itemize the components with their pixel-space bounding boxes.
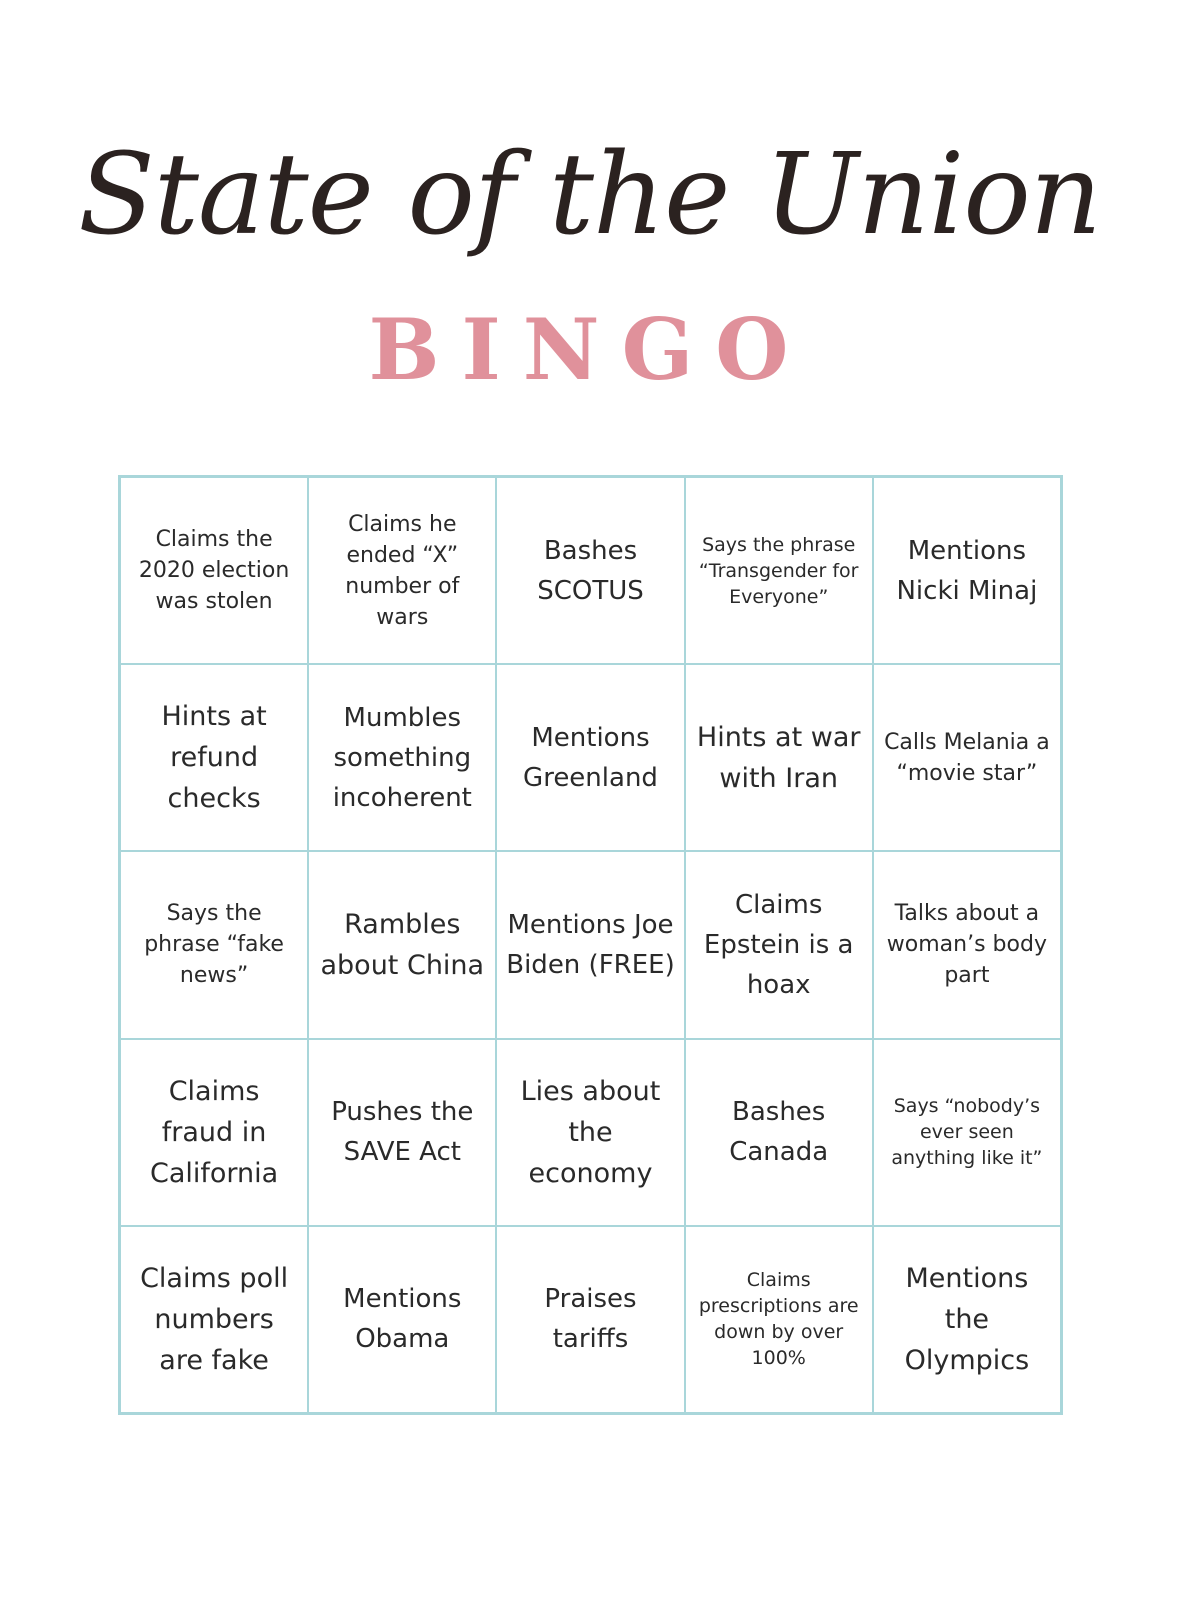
bingo-cell-r5c2: Mentions Obama [308, 1226, 496, 1413]
bingo-cell-r4c3: Lies about the economy [496, 1039, 684, 1226]
bingo-cell-r4c4: Bashes Canada [685, 1039, 873, 1226]
bingo-cell-r3c2: Rambles about China [308, 851, 496, 1038]
bingo-cell-r1c5: Mentions Nicki Minaj [873, 477, 1061, 664]
bingo-cell-r4c1: Claims fraud in California [120, 1039, 308, 1226]
bingo-cell-r5c4: Claims prescriptions are down by over 100% [685, 1226, 873, 1413]
bingo-cell-r5c1: Claims poll numbers are fake [120, 1226, 308, 1413]
bingo-cell-r5c5: Mentions the Olympics [873, 1226, 1061, 1413]
bingo-cell-r1c2: Claims he ended “X” number of wars [308, 477, 496, 664]
bingo-cell-r5c3: Praises tariffs [496, 1226, 684, 1413]
title-script: State of the Union [78, 130, 1101, 260]
bingo-cell-r1c3: Bashes SCOTUS [496, 477, 684, 664]
bingo-cell-r1c1: Claims the 2020 election was stolen [120, 477, 308, 664]
bingo-cell-r2c4: Hints at war with Iran [685, 664, 873, 851]
bingo-cell-r4c5: Says “nobody’s ever seen anything like it” [873, 1039, 1061, 1226]
bingo-cell-r2c2: Mumbles something incoherent [308, 664, 496, 851]
bingo-cell-r1c4: Says the phrase “Transgender for Everyone” [685, 477, 873, 664]
bingo-board [118, 475, 1063, 1415]
bingo-cell-r3c3: Mentions Joe Biden (FREE) [496, 851, 684, 1038]
bingo-cell-r4c2: Pushes the SAVE Act [308, 1039, 496, 1226]
bingo-cell-r2c3: Mentions Greenland [496, 664, 684, 851]
bingo-cell-r3c5: Talks about a woman’s body part [873, 851, 1061, 1038]
title-bingo: BINGO [368, 300, 811, 399]
bingo-cell-r2c5: Calls Melania a “movie star” [873, 664, 1061, 851]
bingo-cell-r3c1: Says the phrase “fake news” [120, 851, 308, 1038]
bingo-cell-r3c4: Claims Epstein is a hoax [685, 851, 873, 1038]
bingo-cell-r2c1: Hints at refund checks [120, 664, 308, 851]
